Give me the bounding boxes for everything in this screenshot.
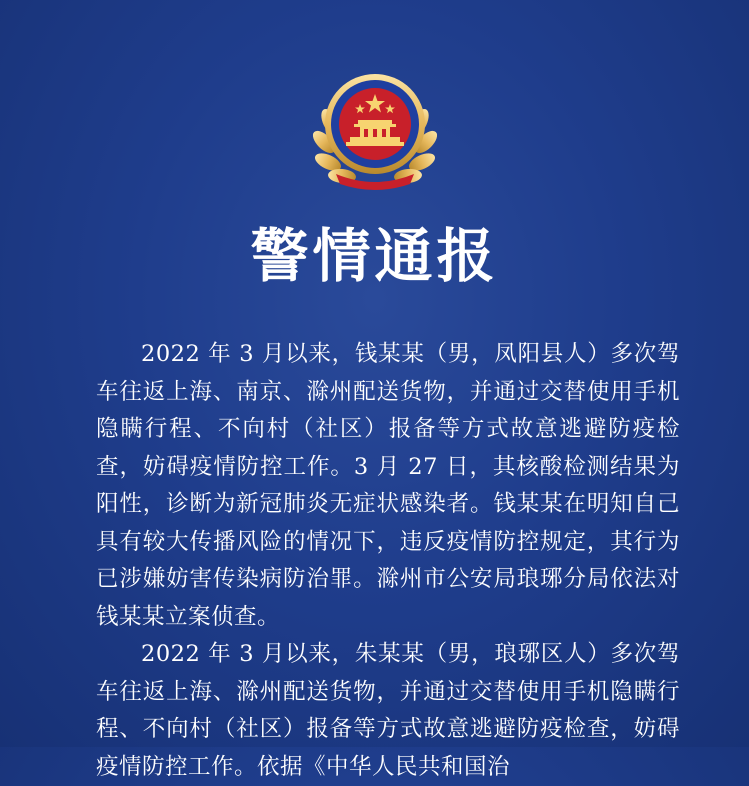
- police-emblem-icon: [306, 62, 444, 192]
- notice-paragraph: 2022 年 3 月以来，钱某某（男，凤阳县人）多次驾车往返上海、南京、滁州配送货物，并通过交替使用手机隐瞒行程、不向村（社区）报备等方式故意逃避防疫检查，妨碍疫情防控工作。3 月 27 日，其核酸检测结果为阳性，诊断为新冠肺炎无症状感染者。钱某某在明知自己具有较大传播风险的情况下，违反疫情防控规定，其行为已涉嫌妨害传染病防治罪。滁州市公安局琅琊分局依法对钱某某立案侦查。: [96, 341, 680, 630]
- notice-body: [96, 336, 680, 786]
- page-title: 警情通报: [250, 222, 499, 290]
- notice-paragraph: 2022 年 3 月以来，朱某某（男，琅琊区人）多次驾车往返上海、滁州配送货物，并通过交替使用手机隐瞒行程、不向村（社区）报备等方式故意逃避防疫检查，妨碍疫情防控工作。依据《中华人民共和国治: [96, 641, 680, 780]
